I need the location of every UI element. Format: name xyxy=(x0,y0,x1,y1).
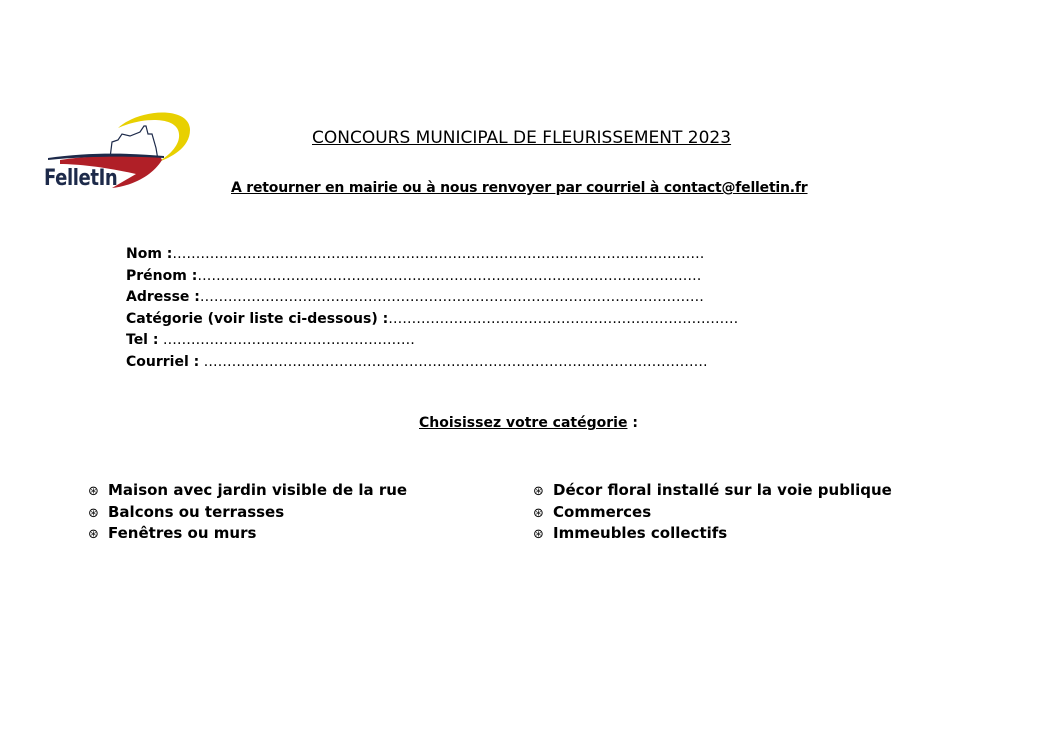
field-dots: ……………………………………………………………………………………………… xyxy=(197,267,702,284)
field-label: Courriel : xyxy=(126,353,200,370)
field-dots: …………………………………………………………………………………………………… xyxy=(172,246,705,262)
categories-heading-text: Choisissez votre catégorie xyxy=(419,415,628,431)
field-courriel[interactable] xyxy=(126,352,738,374)
field-dots: ……………………………………………………………………………………………… xyxy=(199,353,708,370)
return-instructions: A retourner en mairie ou à nous renvoyer par courriel à contact@felletin.fr xyxy=(231,180,808,196)
category-item[interactable] xyxy=(88,523,407,545)
category-item[interactable] xyxy=(533,523,892,545)
field-nom[interactable] xyxy=(126,244,738,266)
category-label: Balcons ou terrasses xyxy=(108,502,285,521)
field-dots: ……………………………………………………………………………………………… xyxy=(199,289,704,305)
field-dots: ………………………………………………………………… xyxy=(388,310,739,327)
field-label: Catégorie (voir liste ci-dessous) : xyxy=(126,310,389,327)
category-label: Maison avec jardin visible de la rue xyxy=(108,481,408,499)
categories-left-column xyxy=(88,480,407,545)
categories-right-column xyxy=(533,480,892,545)
category-label: Décor floral installé sur la voie publique xyxy=(553,481,892,499)
category-item[interactable] xyxy=(88,480,407,502)
category-label: Immeubles collectifs xyxy=(553,524,728,542)
flower-bullet-icon: ⊛ xyxy=(88,484,99,499)
page-title: CONCOURS MUNICIPAL DE FLEURISSEMENT 2023 xyxy=(312,128,732,148)
field-adresse[interactable] xyxy=(126,287,738,309)
flower-bullet-icon: ⊛ xyxy=(533,527,544,542)
felletin-logo xyxy=(40,108,200,204)
category-label: Fenêtres ou murs xyxy=(108,524,257,542)
field-label: Prénom : xyxy=(126,267,198,284)
flower-bullet-icon: ⊛ xyxy=(533,505,544,521)
flower-bullet-icon: ⊛ xyxy=(88,527,99,542)
categories-heading xyxy=(419,415,638,431)
flower-bullet-icon: ⊛ xyxy=(88,505,99,521)
field-label: Tel : xyxy=(126,332,159,348)
categories-heading-suffix: : xyxy=(627,415,638,431)
category-label: Commerces xyxy=(553,502,652,521)
field-label: Adresse : xyxy=(126,289,200,305)
registration-form xyxy=(126,244,738,373)
category-item[interactable] xyxy=(533,480,892,502)
flower-bullet-icon: ⊛ xyxy=(533,484,544,499)
field-label: Nom : xyxy=(126,246,173,262)
field-tel[interactable] xyxy=(126,330,738,352)
category-item[interactable] xyxy=(533,502,892,524)
field-categorie[interactable] xyxy=(126,309,738,331)
category-item[interactable] xyxy=(88,502,407,524)
field-dots: ……………………………………………… xyxy=(158,332,415,348)
field-prenom[interactable] xyxy=(126,266,738,288)
logo-text: FelletIn xyxy=(44,166,118,191)
